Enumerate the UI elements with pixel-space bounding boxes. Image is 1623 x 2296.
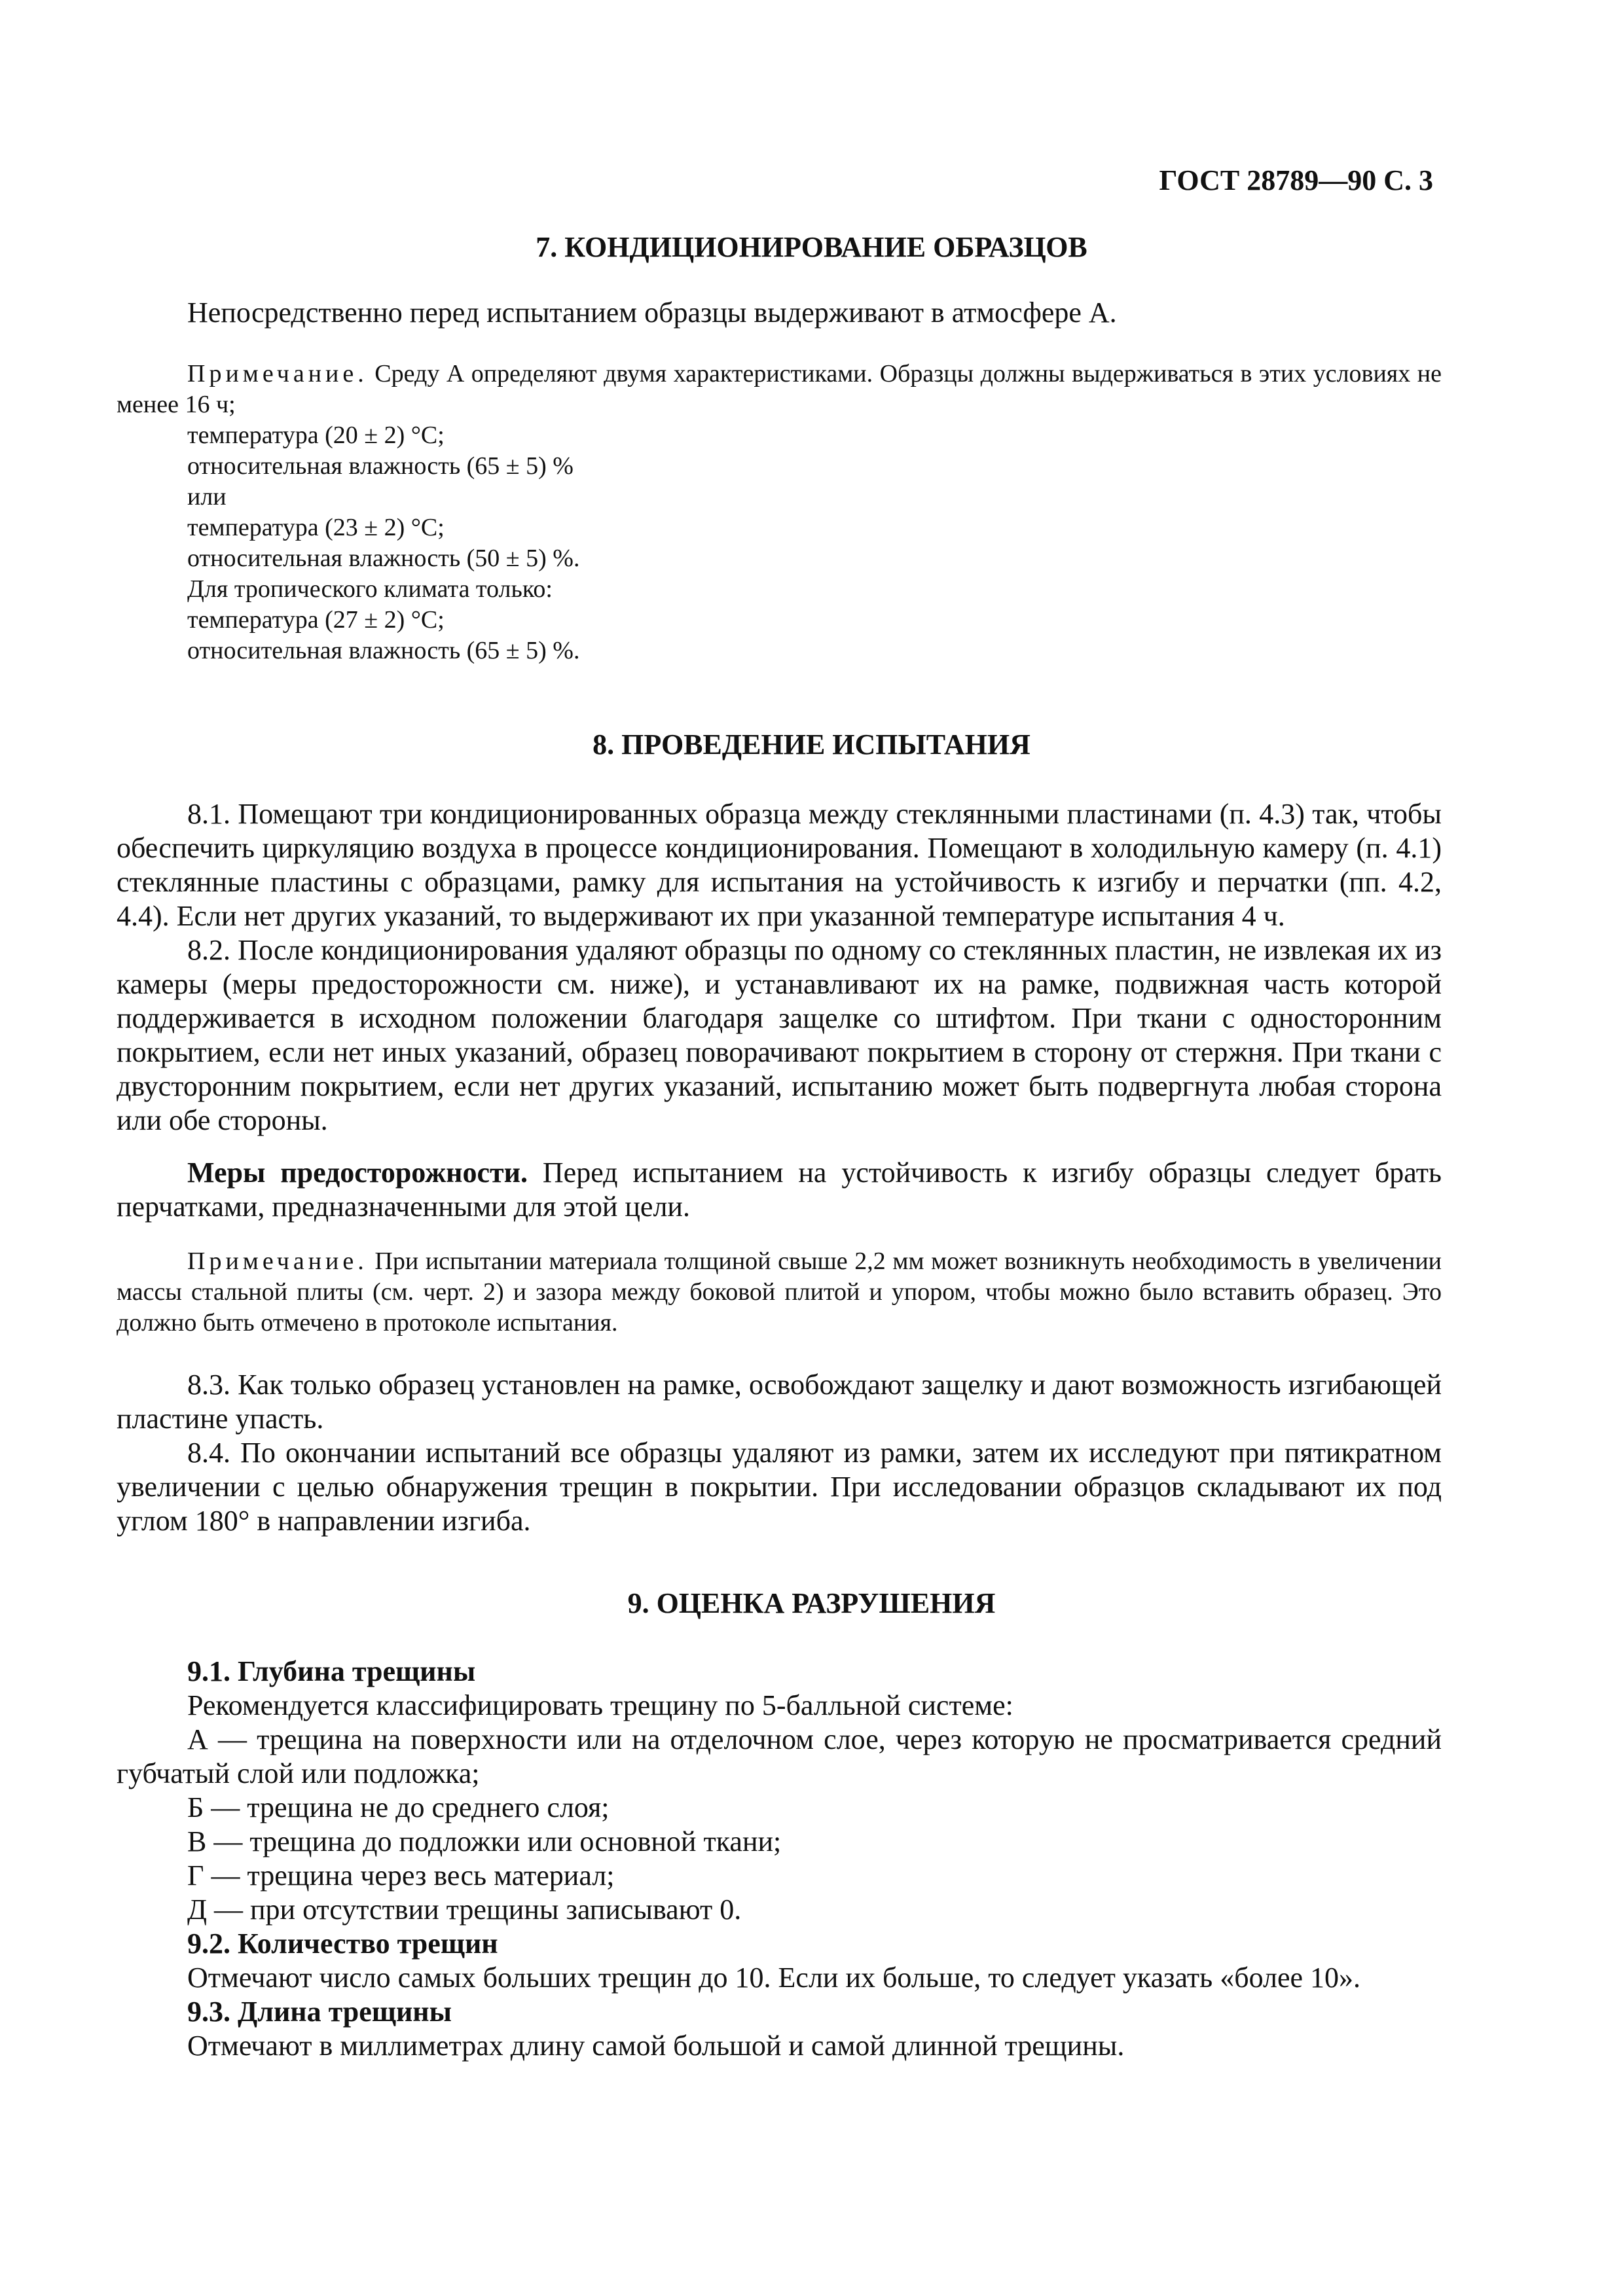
crack-class-line: В — трещина до подложки или основной ткани;: [187, 1825, 782, 1857]
condition-line: температура (20 ± 2) °С;: [187, 422, 445, 449]
section-7-intro: Непосредственно перед испытанием образцы выдерживают в атмосфере А.: [187, 296, 1117, 329]
subsection-9-3-text: Отмечают в миллиметрах длину самой большой и самой длинной трещины.: [187, 2030, 1125, 2062]
subsection-9-3-heading: 9.3. Длина трещины: [187, 1996, 452, 2028]
condition-line: относительная влажность (65 ± 5) %.: [187, 637, 580, 664]
paragraph-8-1: 8.1. Помещают три кондиционированных образца между стеклянными пластинами (п. 4.3) так, чтобы обеспечить циркуляцию воздуха в процессе кондиционирования. Помещают в холодильную камеру (п. 4.1) стеклянные пластины с образцами, рамку для испытания на устойчивость к изгибу и перчатки (пп. 4.2, 4.4). Если нет других указаний, то выдерживают их при указанной температуре испытания 4 ч.: [117, 798, 1442, 932]
subsection-9-2-text: Отмечают число самых больших трещин до 10. Если их больше, то следует указать «более 10».: [187, 1962, 1361, 1994]
precaution-text: Перед испытанием на устойчивость к изгибу образцы следует брать перчатками, предназначенными для этой цели.: [117, 1157, 1442, 1223]
section-8-note: [117, 1246, 1442, 1338]
condition-line: температура (23 ± 2) °С;: [187, 514, 445, 541]
section-8-body: [117, 797, 1442, 1138]
section-7-title: 7. КОНДИЦИОНИРОВАНИЕ ОБРАЗЦОВ: [536, 231, 1087, 263]
section-9-body: [117, 1655, 1442, 2063]
section-7-intro-block: [117, 296, 1442, 330]
note-text: Среду А определяют двумя характеристиками. Образцы должны выдерживаться в этих условиях не менее 16 ч;: [117, 360, 1442, 418]
section-7-note: [117, 359, 1442, 420]
crack-class-line: Г — трещина через весь материал;: [187, 1859, 615, 1892]
document-reference: ГОСТ 28789—90 С. 3: [1159, 164, 1433, 196]
section-8-body-continued: [117, 1368, 1442, 1538]
section-9-title: 9. ОЦЕНКА РАЗРУШЕНИЯ: [627, 1587, 996, 1619]
precaution-label: Меры предосторожности.: [187, 1157, 528, 1189]
crack-class-line: Б — трещина не до среднего слоя;: [187, 1791, 610, 1823]
note-label: Примечание.: [187, 360, 368, 387]
note-label: Примечание.: [187, 1247, 368, 1275]
section-8-title: 8. ПРОВЕДЕНИЕ ИСПЫТАНИЯ: [593, 728, 1030, 761]
subsection-9-1-heading: 9.1. Глубина трещины: [187, 1655, 476, 1687]
condition-line: относительная влажность (65 ± 5) %: [187, 452, 574, 480]
crack-class-line: Д — при отсутствии трещины записывают 0.: [187, 1893, 742, 1926]
paragraph-8-3: 8.3. Как только образец установлен на рамке, освобождают защелку и дают возможность изгибающей пластине упасть.: [117, 1369, 1442, 1435]
precaution-block: [117, 1156, 1442, 1224]
subsection-9-2-heading: 9.2. Количество трещин: [187, 1928, 498, 1960]
paragraph-8-2: 8.2. После кондиционирования удаляют образцы по одному со стеклянных пластин, не извлекая их из камеры (меры предосторожности см. ниже), и устанавливают их на рамке, подвижная часть которой поддерживается в исходном положении благодаря защелке со штифтом. При ткани с односторонним покрытием, если нет иных указаний, образец поворачивают покрытием в сторону от стержня. При ткани с двусторонним покрытием, если нет других указаний, испытанию может быть подвергнута любая сторона или обе стороны.: [117, 934, 1442, 1136]
condition-line: или: [187, 483, 227, 511]
crack-class-a: А — трещина на поверхности или на отделочном слое, через которую не просматривается средний губчатый слой или подложка;: [117, 1723, 1442, 1789]
condition-line: относительная влажность (50 ± 5) %.: [187, 545, 580, 572]
condition-line: температура (27 ± 2) °С;: [187, 606, 445, 634]
subsection-9-1-intro: Рекомендуется классифицировать трещину по 5-балльной системе:: [187, 1689, 1013, 1721]
note-text: При испытании материала толщиной свыше 2,2 мм может возникнуть необходимость в увеличении массы стальной плиты (см. черт. 2) и зазора между боковой плитой и упором, чтобы можно было вставить образец. Это должно быть отмечено в протоколе испытания.: [117, 1247, 1442, 1336]
condition-line: Для тропического климата только:: [187, 575, 553, 603]
paragraph-8-4: 8.4. По окончании испытаний все образцы удаляют из рамки, затем их исследуют при пятикратном увеличении с целью обнаружения трещин в покрытии. При исследовании образцов складывают их под углом 180° в направлении изгиба.: [117, 1437, 1442, 1537]
section-7-conditions-list: [117, 420, 1442, 666]
